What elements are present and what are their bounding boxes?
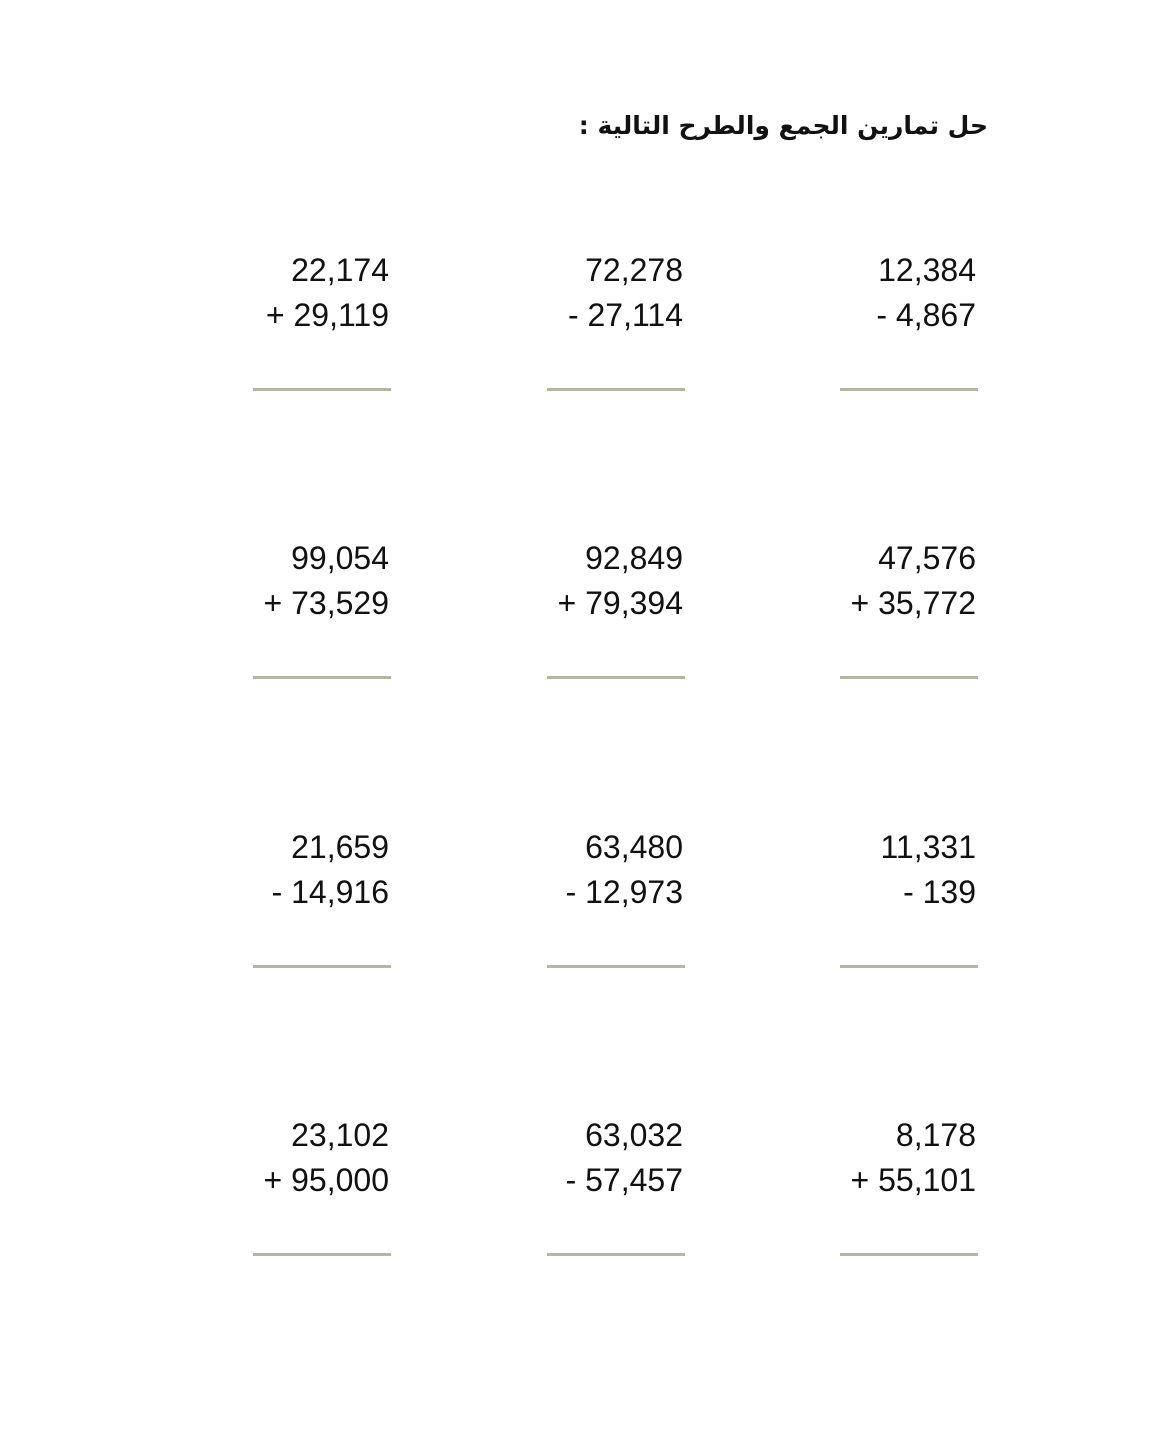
problem-r2-c2 bbox=[523, 536, 683, 626]
problem-top-number: 12,384 bbox=[878, 252, 976, 288]
problem-top-number: 47,576 bbox=[878, 540, 976, 576]
answer-line[interactable] bbox=[840, 965, 978, 968]
problem-bottom-number: - 27,114 bbox=[567, 297, 683, 333]
problem-bottom-number: + 95,000 bbox=[263, 1162, 389, 1198]
problem-top-number: 8,178 bbox=[895, 1117, 976, 1153]
problem-r2-c3 bbox=[229, 536, 389, 626]
problem-top-number: 72,278 bbox=[585, 252, 683, 288]
problem-r4-c3 bbox=[229, 1113, 389, 1203]
answer-line[interactable] bbox=[547, 965, 685, 968]
problem-r3-c1 bbox=[816, 825, 976, 915]
answer-line[interactable] bbox=[840, 1253, 978, 1256]
problem-r1-c2 bbox=[523, 248, 683, 338]
answer-line[interactable] bbox=[840, 388, 978, 391]
problem-bottom-number: - 139 bbox=[903, 874, 976, 910]
problem-bottom-number: + 73,529 bbox=[263, 585, 389, 621]
problem-top-number: 63,032 bbox=[585, 1117, 683, 1153]
problem-top-number: 11,331 bbox=[880, 829, 976, 865]
problem-top-number: 22,174 bbox=[291, 252, 389, 288]
problem-bottom-number: - 14,916 bbox=[271, 874, 389, 910]
problem-bottom-number: + 55,101 bbox=[850, 1162, 976, 1198]
problem-r3-c3 bbox=[229, 825, 389, 915]
answer-line[interactable] bbox=[253, 676, 391, 679]
answer-line[interactable] bbox=[253, 388, 391, 391]
problem-r1-c3 bbox=[229, 248, 389, 338]
problem-top-number: 99,054 bbox=[291, 540, 389, 576]
problem-bottom-number: - 12,973 bbox=[565, 874, 683, 910]
problem-top-number: 92,849 bbox=[585, 540, 683, 576]
problem-bottom-number: + 35,772 bbox=[850, 585, 976, 621]
problem-r4-c1 bbox=[816, 1113, 976, 1203]
answer-line[interactable] bbox=[547, 1253, 685, 1256]
problem-r2-c1 bbox=[816, 536, 976, 626]
problem-top-number: 21,659 bbox=[291, 829, 389, 865]
answer-line[interactable] bbox=[547, 676, 685, 679]
problem-bottom-number: + 29,119 bbox=[265, 297, 389, 333]
problem-bottom-number: + 79,394 bbox=[557, 585, 683, 621]
problem-top-number: 63,480 bbox=[585, 829, 683, 865]
worksheet-title: حل تمارين الجمع والطرح التالية : bbox=[578, 111, 988, 140]
problem-top-number: 23,102 bbox=[291, 1117, 389, 1153]
problem-r4-c2 bbox=[523, 1113, 683, 1203]
problem-bottom-number: - 4,867 bbox=[876, 297, 976, 333]
problem-bottom-number: - 57,457 bbox=[565, 1162, 683, 1198]
answer-line[interactable] bbox=[547, 388, 685, 391]
answer-line[interactable] bbox=[253, 1253, 391, 1256]
answer-line[interactable] bbox=[253, 965, 391, 968]
answer-line[interactable] bbox=[840, 676, 978, 679]
problem-r1-c1 bbox=[816, 248, 976, 338]
problem-r3-c2 bbox=[523, 825, 683, 915]
